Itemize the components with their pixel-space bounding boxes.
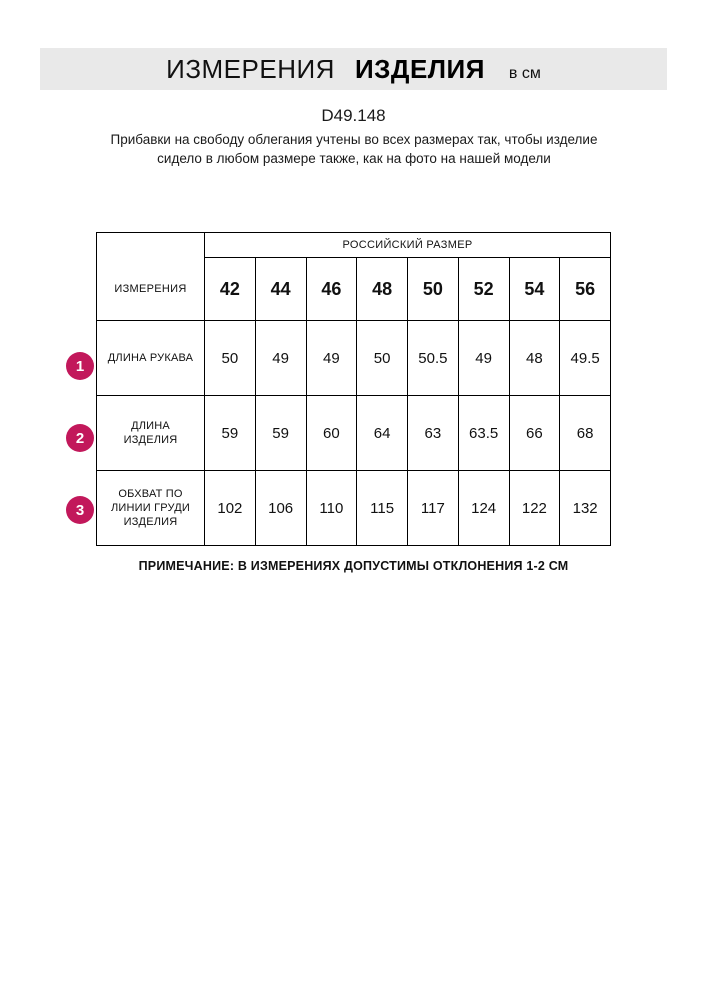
cell-sleeve-56: 49.5 (560, 321, 611, 396)
column-header-measurements: ИЗМЕРЕНИЯ (97, 258, 205, 321)
cell-length-50: 63 (408, 396, 459, 471)
size-header-56: 56 (560, 258, 611, 321)
page-title-measurements: ИЗМЕРЕНИЯ (166, 53, 335, 84)
table-header-group-row (97, 233, 611, 258)
table-header-sizes-row (97, 258, 611, 321)
cell-length-48: 64 (357, 396, 408, 471)
badge-1: 1 (66, 352, 94, 380)
cell-chest-50: 117 (408, 471, 459, 546)
row-label-chest-girth: ОБХВАТ ПО ЛИНИИ ГРУДИ ИЗДЕЛИЯ (97, 471, 205, 546)
header-band (40, 48, 667, 90)
table-corner-top (97, 233, 205, 258)
cell-sleeve-44: 49 (255, 321, 306, 396)
cell-chest-54: 122 (509, 471, 560, 546)
document-page (8, 8, 699, 992)
size-header-46: 46 (306, 258, 357, 321)
cell-chest-46: 110 (306, 471, 357, 546)
article-code: D49.148 (321, 106, 386, 125)
page-title-product: ИЗДЕЛИЯ (354, 53, 485, 84)
cell-sleeve-48: 50 (357, 321, 408, 396)
cell-sleeve-46: 49 (306, 321, 357, 396)
cell-chest-42: 102 (205, 471, 256, 546)
cell-chest-52: 124 (458, 471, 509, 546)
row-label-sleeve-length: ДЛИНА РУКАВА (97, 321, 205, 396)
note-text: ПРИМЕЧАНИЕ: В ИЗМЕРЕНИЯХ ДОПУСТИМЫ ОТКЛОНЕНИЯ 1-2 СМ (138, 559, 569, 573)
cell-length-52: 63.5 (458, 396, 509, 471)
measurements-table-wrapper (96, 232, 611, 546)
cell-length-56: 68 (560, 396, 611, 471)
size-header-48: 48 (357, 258, 408, 321)
size-header-52: 52 (458, 258, 509, 321)
row-label-product-length: ДЛИНА ИЗДЕЛИЯ (97, 396, 205, 471)
cell-length-46: 60 (306, 396, 357, 471)
table-row (97, 321, 611, 396)
cell-sleeve-52: 49 (458, 321, 509, 396)
cell-sleeve-42: 50 (205, 321, 256, 396)
cell-chest-48: 115 (357, 471, 408, 546)
size-header-50: 50 (408, 258, 459, 321)
page-title-units: в см (508, 64, 541, 82)
subtitle-text: Прибавки на свободу облегания учтены во всех размерах так, чтобы изделие сидело в любом размере также, как на фото на нашей модели (110, 132, 598, 166)
header-title-group (166, 54, 541, 85)
cell-sleeve-50: 50.5 (408, 321, 459, 396)
cell-sleeve-54: 48 (509, 321, 560, 396)
cell-length-44: 59 (255, 396, 306, 471)
cell-length-42: 59 (205, 396, 256, 471)
table-row (97, 471, 611, 546)
cell-length-54: 66 (509, 396, 560, 471)
measurements-table (96, 232, 611, 546)
size-header-42: 42 (205, 258, 256, 321)
badge-3: 3 (66, 496, 94, 524)
table-row (97, 396, 611, 471)
group-header-russian-size: РОССИЙСКИЙ РАЗМЕР (205, 233, 611, 258)
cell-chest-44: 106 (255, 471, 306, 546)
cell-chest-56: 132 (560, 471, 611, 546)
size-header-44: 44 (255, 258, 306, 321)
badge-2: 2 (66, 424, 94, 452)
size-header-54: 54 (509, 258, 560, 321)
